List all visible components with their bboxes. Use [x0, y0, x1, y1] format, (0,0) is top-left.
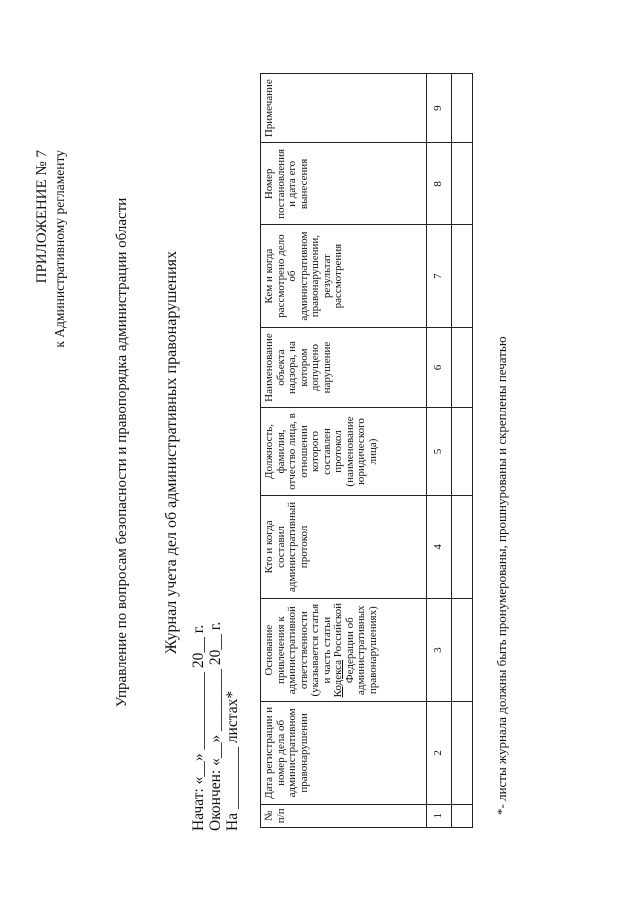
column-number: 5 [427, 408, 452, 495]
journal-table [260, 73, 473, 828]
dates-block [190, 622, 241, 831]
empty-row [452, 74, 473, 828]
empty-cell[interactable] [452, 702, 473, 804]
header-cell: Кто и когда составил административный протокол [261, 495, 427, 598]
empty-cell[interactable] [452, 408, 473, 495]
column-number: 2 [427, 702, 452, 804]
appendix-title: ПРИЛОЖЕНИЕ № 7 [34, 150, 50, 284]
column-number: 1 [427, 804, 452, 827]
header-cell: Дата регистрации и номер дела об административном правонарушении [261, 702, 427, 804]
header-cell: Номер постановления и дата его вынесения [261, 143, 427, 225]
header-text: Основание привлечения к административной ответственности (указывается статья и часть статьи [263, 603, 333, 697]
empty-cell[interactable] [452, 804, 473, 827]
column-number: 3 [427, 599, 452, 702]
column-number: 6 [427, 327, 452, 408]
start-date-line: Начат: «__» __________ 20__ г. [190, 624, 207, 831]
codex-link[interactable]: Кодекса [332, 659, 344, 698]
empty-cell[interactable] [452, 599, 473, 702]
header-text: Российской Федерации об административных правонарушениях) [332, 602, 379, 696]
header-cell [261, 599, 427, 702]
appendix-subtitle: к Административному регламенту [52, 150, 67, 348]
header-cell: Кем и когда рассмотрено дело об административном правонарушении, результат рассмотрения [261, 225, 427, 327]
column-number: 7 [427, 225, 452, 327]
header-cell: Должность, фамилия, отчество лица, в отношении которого составлен протокол (наименование юридического лица) [261, 408, 427, 495]
number-row [427, 74, 452, 828]
column-number: 9 [427, 74, 452, 143]
column-number: 4 [427, 495, 452, 598]
column-number: 8 [427, 143, 452, 225]
empty-cell[interactable] [452, 143, 473, 225]
empty-cell[interactable] [452, 327, 473, 408]
empty-cell[interactable] [452, 225, 473, 327]
department-name: Управление по вопросам безопасности и правопорядка администрации области [114, 197, 130, 708]
header-cell: № п/п [261, 804, 427, 827]
empty-cell[interactable] [452, 495, 473, 598]
header-row [261, 74, 427, 828]
end-date-line: Окончен: «__» ________ 20__ г. [207, 621, 224, 831]
appendix-block [34, 150, 68, 348]
journal-title: Журнал учета дел об административных правонарушениях [163, 250, 180, 655]
sheets-line: На ________ листах* [224, 690, 241, 831]
footnote: *- листы журнала должны быть пронумерованы, прошнурованы и скреплены печатью [494, 336, 509, 815]
header-cell: Наименование объекта надзора, на котором допущено нарушение [261, 327, 427, 408]
header-cell: Примечание [261, 74, 427, 143]
empty-cell[interactable] [452, 74, 473, 143]
